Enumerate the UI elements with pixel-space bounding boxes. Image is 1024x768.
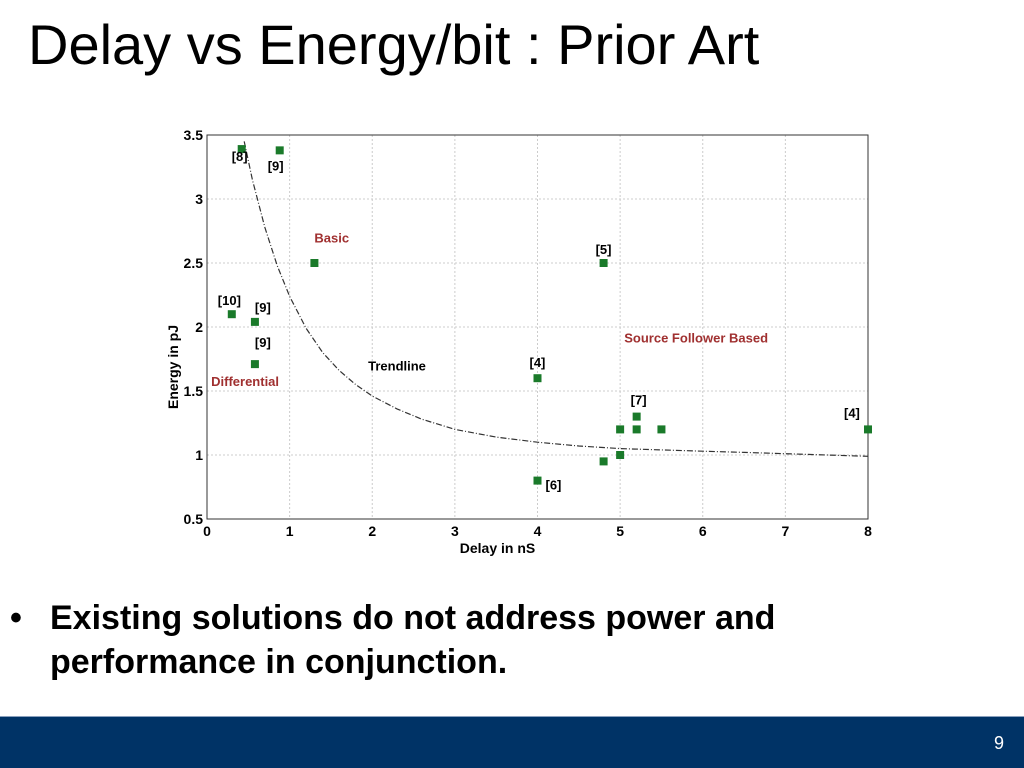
point-label: [7]	[630, 392, 647, 408]
scatter-chart	[160, 120, 900, 570]
point-label: [5]	[595, 242, 612, 257]
x-tick-label: 0	[203, 523, 211, 539]
point-layer	[228, 145, 872, 485]
x-tick-label: 4	[533, 523, 542, 539]
x-tick-label: 1	[285, 523, 294, 539]
y-tick-label: 1.5	[183, 383, 203, 399]
point-label: [9]	[254, 299, 271, 315]
chart-container	[160, 120, 900, 570]
x-tick-label: 6	[698, 523, 707, 539]
footer-bar	[0, 716, 1024, 768]
category-annotation: Differential	[211, 373, 280, 389]
x-axis-label: Delay in nS	[459, 540, 536, 556]
y-tick-label: 2	[195, 319, 203, 335]
point-label: [6]	[545, 477, 562, 493]
data-point	[864, 425, 872, 433]
data-point	[633, 425, 641, 433]
x-tick-label: 7	[781, 523, 790, 539]
y-tick-label: 3.5	[183, 127, 203, 143]
x-tick-label: 8	[864, 523, 872, 539]
point-label: [10]	[217, 293, 241, 309]
slide-title: Delay vs Energy/bit : Prior Art	[28, 13, 760, 76]
data-point	[633, 413, 641, 421]
point-label: [8]	[231, 149, 248, 165]
y-tick-label: 3	[195, 191, 203, 207]
trendline-curve	[244, 141, 868, 456]
data-point	[276, 146, 284, 154]
label-layer	[211, 149, 860, 493]
data-point	[251, 318, 259, 326]
slide-number: 9	[993, 733, 1004, 753]
tick-layer	[184, 127, 873, 539]
data-point	[616, 425, 624, 433]
trendline-label: Trendline	[368, 358, 426, 374]
point-label: [9]	[254, 335, 271, 351]
bullet-text: Existing solutions do not address power and performance in conjunction.	[50, 599, 776, 681]
point-label: [9]	[267, 158, 284, 174]
y-axis-label: Energy in pJ	[165, 324, 181, 410]
data-point	[310, 259, 318, 267]
data-point	[657, 425, 665, 433]
point-label: [4]	[529, 355, 546, 371]
category-annotation: Basic	[314, 230, 350, 246]
x-tick-label: 2	[368, 523, 377, 539]
category-annotation: Source Follower Based	[624, 330, 769, 346]
point-label: [4]	[844, 405, 860, 421]
data-point	[616, 451, 624, 459]
y-tick-label: 2.5	[183, 255, 203, 271]
data-point	[534, 477, 542, 485]
x-tick-label: 3	[450, 523, 459, 539]
y-tick-label: 0.5	[183, 511, 203, 527]
data-point	[228, 310, 236, 318]
data-point	[600, 259, 608, 267]
data-point	[534, 374, 542, 382]
bullet-marker: •	[10, 599, 22, 637]
data-point	[600, 457, 608, 465]
x-tick-label: 5	[616, 523, 625, 539]
data-point	[251, 360, 259, 368]
y-tick-label: 1	[195, 447, 203, 463]
grid-layer	[207, 135, 868, 519]
